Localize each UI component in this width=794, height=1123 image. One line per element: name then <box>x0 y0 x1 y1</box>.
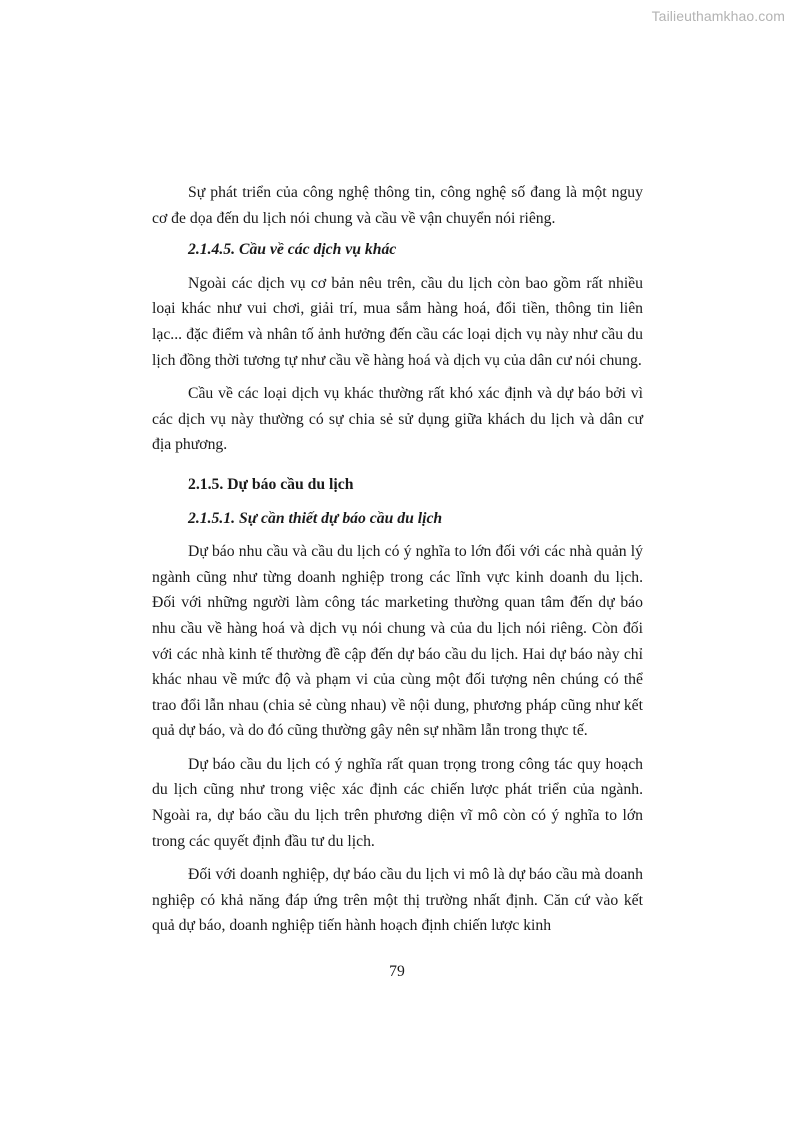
section-heading-2-1-5: 2.1.5. Dự báo cầu du lịch <box>188 475 354 493</box>
watermark: Tailieuthamkhao.com <box>651 8 785 24</box>
paragraph: Ngoài các dịch vụ cơ bản nêu trên, cầu du lịch còn bao gồm rất nhiều loại khác như vui chơi, giải trí, mua sắm hàng hoá, đổi tiền, thông tin liên lạc... đặc điểm và nhân tố ảnh hưởng đến cầu các loại dịch vụ này như cầu du lịch đồng thời tương tự như cầu về hàng hoá và dịch vụ của dân cư nói chung. <box>152 274 643 369</box>
paragraph: Đối với doanh nghiệp, dự báo cầu du lịch vi mô là dự báo cầu mà doanh nghiệp có khả năng đáp ứng trên một thị trường nhất định. Căn cứ vào kết quả dự báo, doanh nghiệp tiến hành hoạch định chiến lược kinh <box>152 866 643 935</box>
section-heading-2-1-4-5: 2.1.4.5. Cầu về các dịch vụ khác <box>188 241 397 259</box>
paragraph: Dự báo cầu du lịch có ý nghĩa rất quan trọng trong công tác quy hoạch du lịch cũng như trong việc xác định các chiến lược phát triển của ngành. Ngoài ra, dự báo cầu du lịch trên phương diện vĩ mô còn có ý nghĩa to lớn trong các quyết định đầu tư du lịch. <box>152 755 643 850</box>
section-heading-2-1-5-1: 2.1.5.1. Sự cần thiết dự báo cầu du lịch <box>188 509 443 527</box>
page-content <box>152 180 643 939</box>
page-number: 79 <box>389 963 405 980</box>
paragraph: Dự báo nhu cầu và cầu du lịch có ý nghĩa to lớn đối với các nhà quản lý ngành cũng như từng doanh nghiệp trong các lĩnh vực kinh doanh du lịch. Đối với những người làm công tác marketing thường quan tâm đến dự báo nhu cầu về hàng hoá và dịch vụ nói chung và của du lịch nói riêng. Còn đối với các nhà kinh tế thường đề cập đến dự báo cầu du lịch. Hai dự báo này chỉ khác nhau về mức độ và phạm vi của cùng một đối tượng nên chúng có thể trao đổi lẫn nhau (chia sẻ cùng nhau) về nội dung, phương pháp cũng như kết quả dự báo, và do đó cũng thường gây nên sự nhầm lẫn trong thực tế. <box>152 543 643 740</box>
paragraph: Sự phát triển của công nghệ thông tin, công nghệ số đang là một nguy cơ đe dọa đến du lịch nói chung và cầu về vận chuyển nói riêng. <box>152 184 643 227</box>
paragraph: Cầu về các loại dịch vụ khác thường rất khó xác định và dự báo bởi vì các dịch vụ này thường có sự chia sẻ sử dụng giữa khách du lịch và dân cư địa phương. <box>152 385 643 454</box>
